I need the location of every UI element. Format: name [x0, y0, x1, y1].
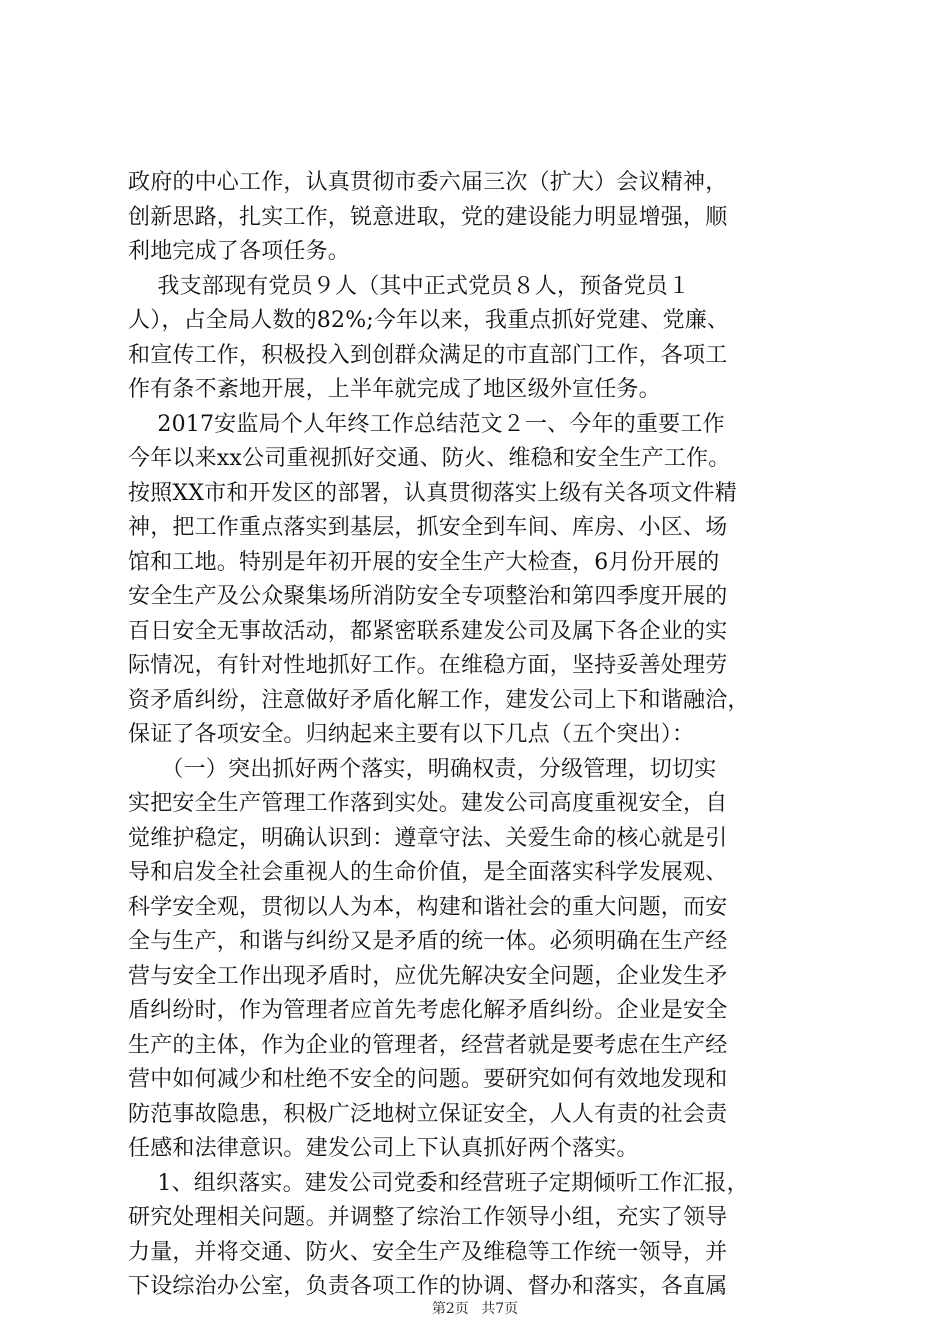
- text-line: 今年以来xx公司重视抓好交通、防火、维稳和安全生产工作。: [128, 446, 731, 471]
- page-total: 共7页: [481, 1301, 519, 1317]
- text-line: 全与生产，和谐与纠纷又是矛盾的统一体。必须明确在生产经: [128, 929, 728, 954]
- text-line: 人），占全局人数的82%;今年以来，我重点抓好党建、党廉、: [128, 308, 730, 333]
- page-number: 第2页: [431, 1301, 469, 1317]
- text-line: 下设综治办公室，负责各项工作的协调、督办和落实，各直属: [128, 1274, 728, 1299]
- text-line: 任感和法律意识。建发公司上下认真抓好两个落实。: [128, 1136, 639, 1161]
- text-line: 实把安全生产管理工作落到实处。建发公司高度重视安全，自: [128, 791, 728, 816]
- text-line: 创新思路，扎实工作，锐意进取，党的建设能力明显增强，顺: [128, 204, 728, 230]
- text-line: 保证了各项安全。归纳起来主要有以下几点（五个突出）：: [128, 722, 695, 747]
- text-line: （一）突出抓好两个落实，明确权责，分级管理，切切实: [128, 756, 717, 782]
- text-line: 科学安全观，贯彻以人为本，构建和谐社会的重大问题，而安: [128, 894, 728, 920]
- text-line: 1、组织落实。建发公司党委和经营班子定期倾听工作汇报，: [128, 1170, 749, 1196]
- text-line: 盾纠纷时，作为管理者应首先考虑化解矛盾纠纷。企业是安全: [128, 998, 728, 1023]
- text-line: 馆和工地。特别是年初开展的安全生产大检查，6月份开展的: [128, 549, 720, 575]
- text-line: 营与安全工作出现矛盾时，应优先解决安全问题，企业发生矛: [128, 963, 728, 989]
- text-line: 觉维护稳定，明确认识到：遵章守法、关爱生命的核心就是引: [128, 825, 728, 851]
- text-line: 2017安监局个人年终工作总结范文２一、今年的重要工作: [128, 411, 725, 437]
- text-line: 利地完成了各项任务。: [128, 239, 351, 264]
- text-line: 生产的主体，作为企业的管理者，经营者就是要考虑在生产经: [128, 1032, 728, 1058]
- text-line: 际情况，有针对性地抓好工作。在维稳方面，坚持妥善处理劳: [128, 653, 728, 678]
- text-line: 政府的中心工作，认真贯彻市委六届三次（扩大）会议精神，: [128, 170, 728, 195]
- text-line: 我支部现有党员９人（其中正式党员８人，预备党员１: [128, 273, 691, 299]
- document-body: [128, 166, 828, 1305]
- page-footer: [0, 1300, 950, 1318]
- text-line: 作有条不紊地开展，上半年就完成了地区级外宣任务。: [128, 377, 661, 402]
- text-line: 安全生产及公众聚集场所消防安全专项整治和第四季度开展的: [128, 584, 728, 609]
- text-line: 和宣传工作，积极投入到创群众满足的市直部门工作，各项工: [128, 342, 728, 368]
- text-line: 神，把工作重点落实到基层，抓安全到车间、库房、小区、场: [128, 515, 728, 540]
- text-line: 按照XX市和开发区的部署，认真贯彻落实上级有关各项文件精: [128, 480, 737, 506]
- text-line: 资矛盾纠纷，注意做好矛盾化解工作，建发公司上下和谐融洽，: [128, 687, 750, 713]
- text-line: 力量，并将交通、防火、安全生产及维稳等工作统一领导，并: [128, 1239, 728, 1265]
- text-line: 研究处理相关问题。并调整了综治工作领导小组，充实了领导: [128, 1205, 728, 1230]
- text-line: 防范事故隐患，积极广泛地树立保证安全，人人有责的社会责: [128, 1101, 728, 1127]
- text-line: 营中如何减少和杜绝不安全的问题。要研究如何有效地发现和: [128, 1067, 728, 1092]
- text-line: 百日安全无事故活动，都紧密联系建发公司及属下各企业的实: [128, 618, 728, 644]
- text-line: 导和启发全社会重视人的生命价值，是全面落实科学发展观、: [128, 860, 728, 885]
